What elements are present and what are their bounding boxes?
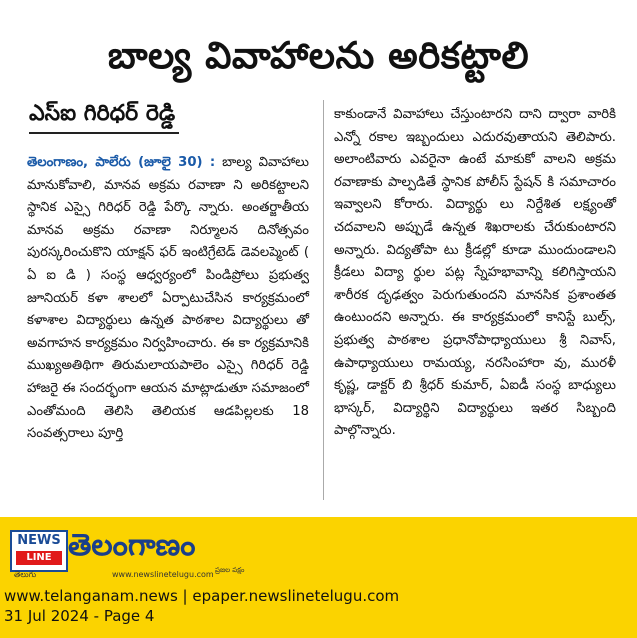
article-dateline: తెలంగాణం, పాలేరు (జూలై 30) : xyxy=(27,155,216,170)
byline-underline xyxy=(29,132,179,134)
column-divider xyxy=(323,100,324,500)
logo-text-news: NEWS xyxy=(17,533,61,548)
masthead-tagline: ప్రజల పక్షం xyxy=(215,566,245,574)
footer-links[interactable]: www.telanganam.news | epaper.newslinetelugu.com xyxy=(4,587,400,605)
article-body-left: బాల్య వివాహాలు మానుకోవాలి, మానవ అక్రమ రవాణా ని అరికట్టాలని స్థానిక ఎస్సై గిరిధర్ రెడ్డి పేర్కొ న్నారు. అంతర్జాతీయ మానవ అక్రమ రవాణా నిర్మూలన దినోత్సవం పురస్కరించుకొని యాక్షన్ ఫర్ ఇంటిగ్రేటెడ్ డెవలప్మెంట్ ( ఏ ఐ డి ) సంస్థ ఆధ్వర్యంలో పిండిప్రోలు ప్రభుత్వ జూనియర్ కళా శాలలో ఏర్పాటుచేసిన కార్యక్రమంలో కళాశాల విద్యార్థులు ఉన్నత పాఠశాల విద్యార్థులు తో అవగాహన కార్యక్రమం నిర్వహించారు. ఈ కా ర్యక్రమానికి ముఖ్యఅతిథిగా తిరుమలాయపాలెం ఎస్సై గిరిధర్ రెడ్డి హాజరై ఈ సందర్భంగా ఆయన మాట్లాడుతూ సమాజంలో ఎంతోమంది తెలిసి తెలియక ఆడపిల్లలకు 18 సంవత్సరాలు పూర్తి xyxy=(27,155,309,442)
article-byline: ఎస్ఐ గిరిధర్ రెడ్డి xyxy=(29,101,176,126)
article-column-right xyxy=(334,104,616,443)
newsline-logo[interactable] xyxy=(10,530,68,572)
article-column-left xyxy=(27,152,309,446)
masthead-title[interactable]: తెలంగాణం xyxy=(68,528,196,563)
article-body-right: కాకుండానే వివాహాలు చేస్తుంటారని దాని ద్వారా వారికి ఎన్నో రకాల ఇబ్బందులు ఎదురవుతాయని తెలిపారు. అలాంటివారు ఎవరైనా ఉంటే మాకుకో వాలని అక్రమ రవాణాకు పాల్పడితే స్థానిక పోలీస్ స్టేషన్ కి సమాచారం ఇవ్వాలని కోరారు. విద్యార్థు లు నిర్దేశిత లక్ష్యంతో చదవాలని అప్పుడే ఉన్నత శిఖరాలకు చేరుకుంటారని అన్నారు. విద్యతోపా టు క్రీడల్లో కూడా ముందుండాలని క్రీడలు విద్యా ర్థుల పట్ల స్నేహభావాన్ని కలిగిస్తాయని శారీరక దృఢత్వం పెరుగుతుందని మానసిక ప్రశాంతత ఉంటుందని అన్నారు. ఈ కార్యక్రమంలో కానిస్టే బుల్స్, ప్రభుత్వ పాఠశాల ప్రధానోపాధ్యాయులు శ్రీ నివాస్, ఉపాధ్యాయులు రామయ్య, నరసింహారా వు, మురళీ కృష్ణ, డాక్టర్ బి శ్రీధర్ కుమార్, ఏఐడీ సంస్థ బాధ్యులు భాస్కర్, విద్యార్థిని విద్యార్థులు ఇతర సిబ్బంది పాల్గొన్నారు. xyxy=(334,107,616,439)
logo-text-line: LINE xyxy=(16,551,62,565)
masthead-url[interactable]: www.newslinetelugu.com xyxy=(112,570,214,579)
logo-subtitle: తెలుగు xyxy=(14,570,37,579)
article-headline: బాల్య వివాహాలను అరికట్టాలి xyxy=(107,34,530,77)
footer-date-page: 31 Jul 2024 - Page 4 xyxy=(4,607,155,625)
